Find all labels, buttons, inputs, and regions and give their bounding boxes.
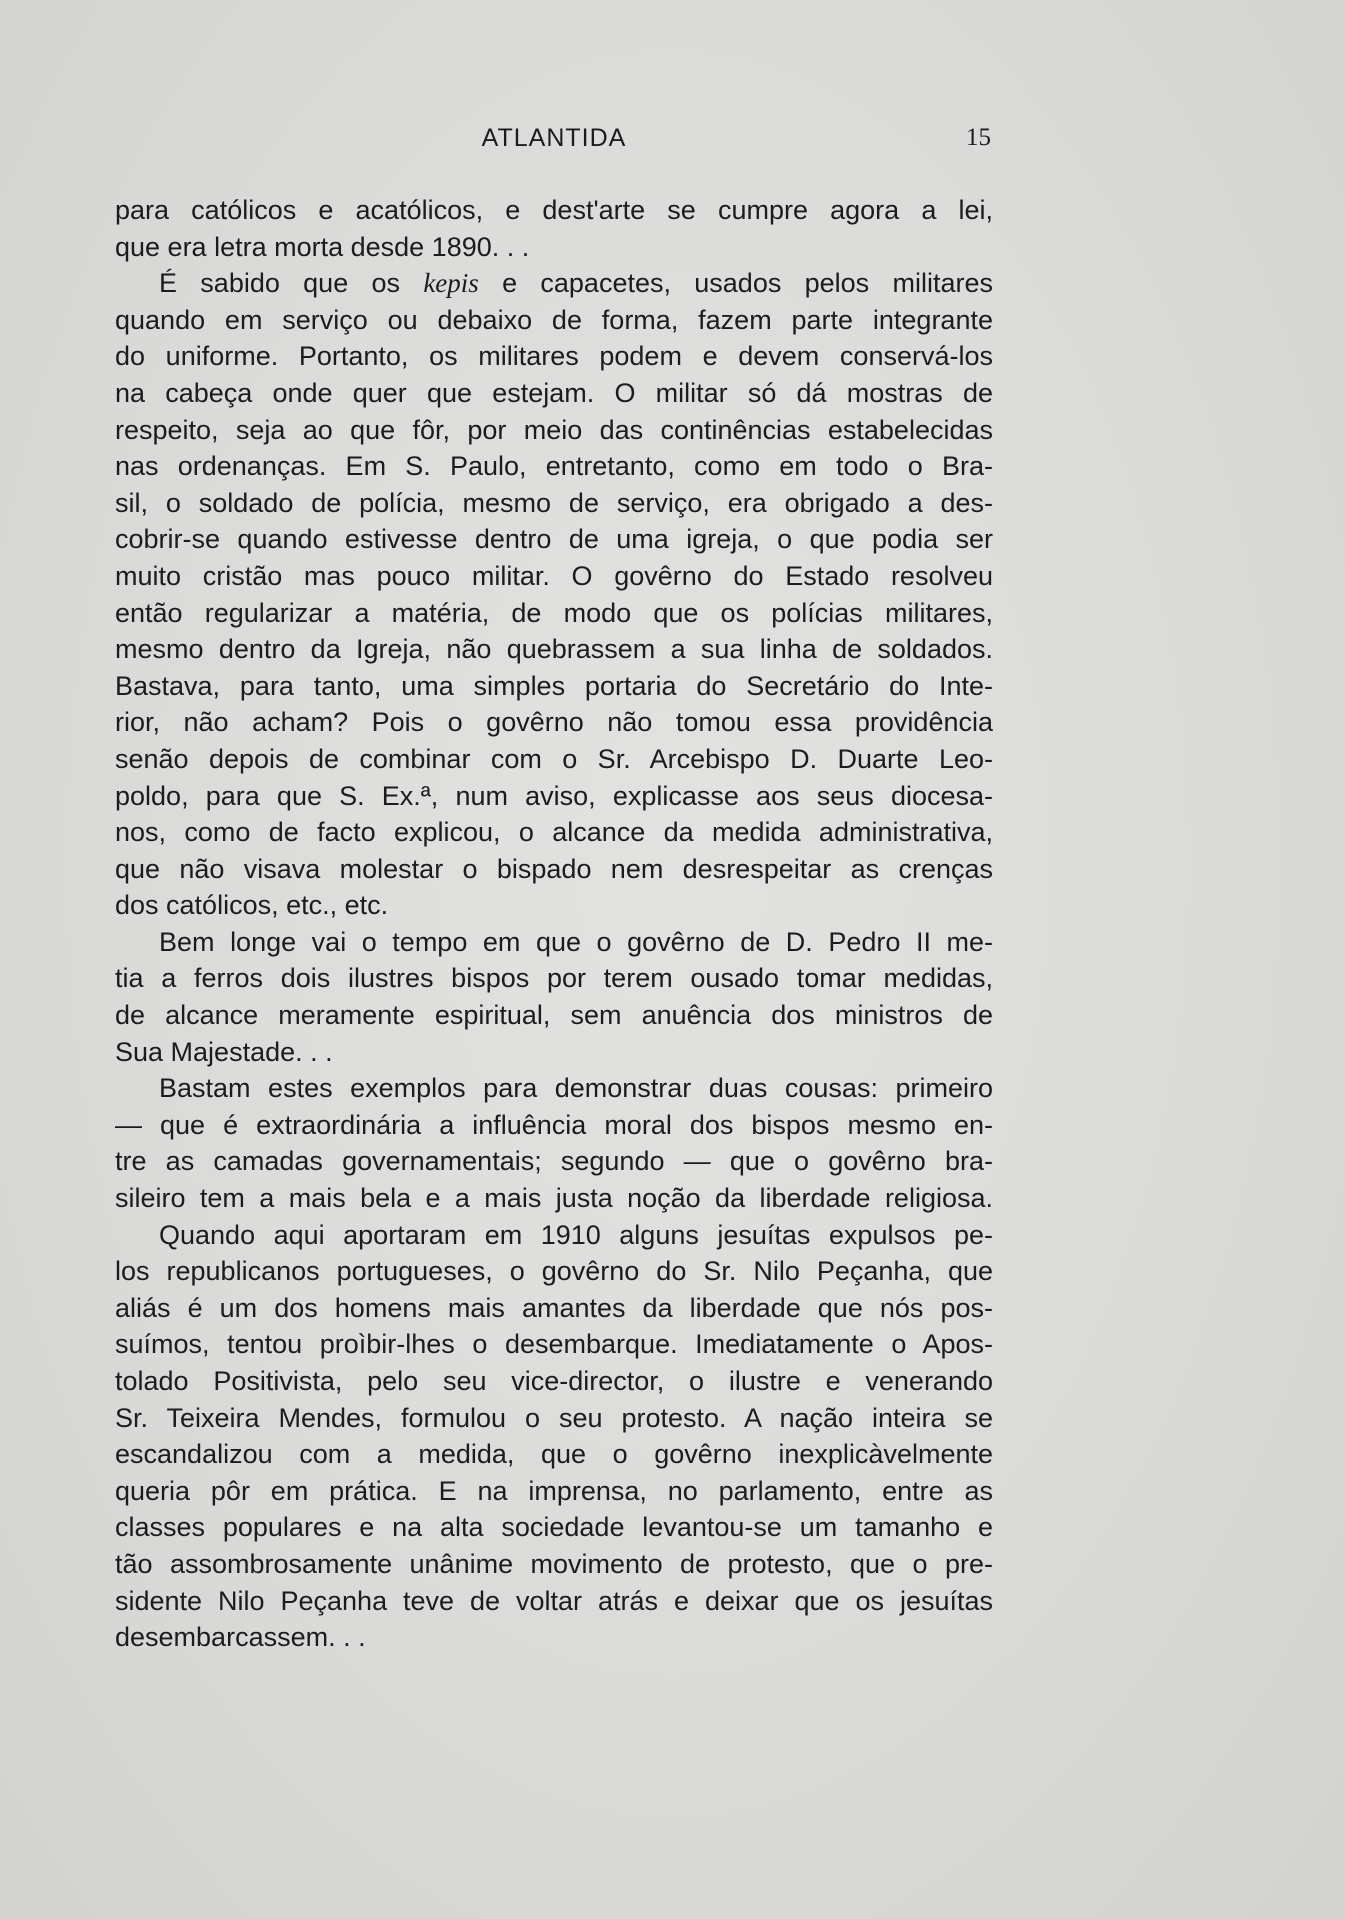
text-line: — que é extraordinária a influência moral dos bispos mesmo en- [115,1109,993,1140]
text-line: sileiro tem a mais bela e a mais justa noção da liberdade religiosa. [115,1183,993,1214]
text-segment: e capacetes, usados pelos militares [478,268,993,299]
text-line: mesmo dentro da Igreja, não quebrassem a sua linha de soldados. [115,634,993,665]
text-line: para católicos e acatólicos, e dest'arte se cumpre agora a lei, [115,195,993,225]
text-line: do uniforme. Portanto, os militares podem e devem conservá-los [115,341,993,372]
text-line: nos, como de facto explicou, o alcance da medida administrativa, [115,817,993,848]
text-line: Sua Majestade. . . [115,1036,333,1067]
text-line: tre as camadas governamentais; segundo — que o govêrno bra- [115,1146,993,1177]
page-number: 15 [966,124,991,151]
text-line: quando em serviço ou debaixo de forma, fazem parte integrante [115,304,993,335]
text-line: suímos, tentou proìbir-lhes o desembarque. Imediatamente o Apos- [115,1329,993,1360]
text-line: poldo, para que S. Ex.ª, num aviso, explicasse aos seus diocesa- [115,780,993,811]
italic-term: kepis [423,268,479,299]
text-line: respeito, seja ao que fôr, por meio das continências estabelecidas [115,414,993,445]
text-line: rior, não acham? Pois o govêrno não tomou essa providência [115,707,993,738]
text-line: de alcance meramente espiritual, sem anuência dos ministros de [115,1000,993,1031]
text-line: sidente Nilo Peçanha teve de voltar atrás e deixar que os jesuítas [115,1585,993,1616]
text-line: Bastam estes exemplos para demonstrar duas cousas: primeiro [159,1073,993,1104]
text-line: que era letra morta desde 1890. . . [115,231,530,262]
page-header [115,124,993,160]
text-line: muito cristão mas pouco militar. O govêrno do Estado resolveu [115,560,993,591]
text-line: nas ordenanças. Em S. Paulo, entretanto, como em todo o Bra- [115,451,993,482]
text-line: classes populares e na alta sociedade levantou-se um tamanho e [115,1512,993,1543]
text-line: tão assombrosamente unânime movimento de protesto, que o pre- [115,1548,993,1579]
text-line: los republicanos portugueses, o govêrno do Sr. Nilo Peçanha, que [115,1256,993,1287]
text-line: tolado Positivista, pelo seu vice-director, o ilustre e venerando [115,1366,993,1396]
text-line: sil, o soldado de polícia, mesmo de serviço, era obrigado a des- [115,487,993,518]
text-line: cobrir-se quando estivesse dentro de uma igreja, o que podia ser [115,524,993,555]
text-line: queria pôr em prática. E na imprensa, no parlamento, entre as [115,1475,993,1506]
running-title: ATLANTIDA [481,124,627,152]
text-line: na cabeça onde quer que estejam. O militar só dá mostras de [115,377,993,408]
text-line: Bem longe vai o tempo em que o govêrno de D. Pedro II me- [159,926,993,957]
text-segment: É sabido que os [159,268,424,299]
body-text [115,192,993,1656]
text-line: dos católicos, etc., etc. [115,890,389,921]
text-line: senão depois de combinar com o Sr. Arcebispo D. Duarte Leo- [115,743,993,774]
text-line: escandalizou com a medida, que o govêrno inexplicàvelmente [115,1439,993,1470]
text-line: Bastava, para tanto, uma simples portaria do Secretário do Inte- [115,670,993,701]
text-line: então regularizar a matéria, de modo que os polícias militares, [115,597,993,628]
text-line: Sr. Teixeira Mendes, formulou o seu protesto. A nação inteira se [115,1402,993,1433]
text-line: aliás é um dos homens mais amantes da liberdade que nós pos- [115,1292,993,1323]
text-line: desembarcassem. . . [115,1622,366,1653]
text-line [115,265,993,302]
text-line: tia a ferros dois ilustres bispos por terem ousado tomar medidas, [115,963,993,994]
text-line: que não visava molestar o bispado nem desrespeitar as crenças [115,853,993,884]
text-line: Quando aqui aportaram em 1910 alguns jesuítas expulsos pe- [159,1219,993,1250]
